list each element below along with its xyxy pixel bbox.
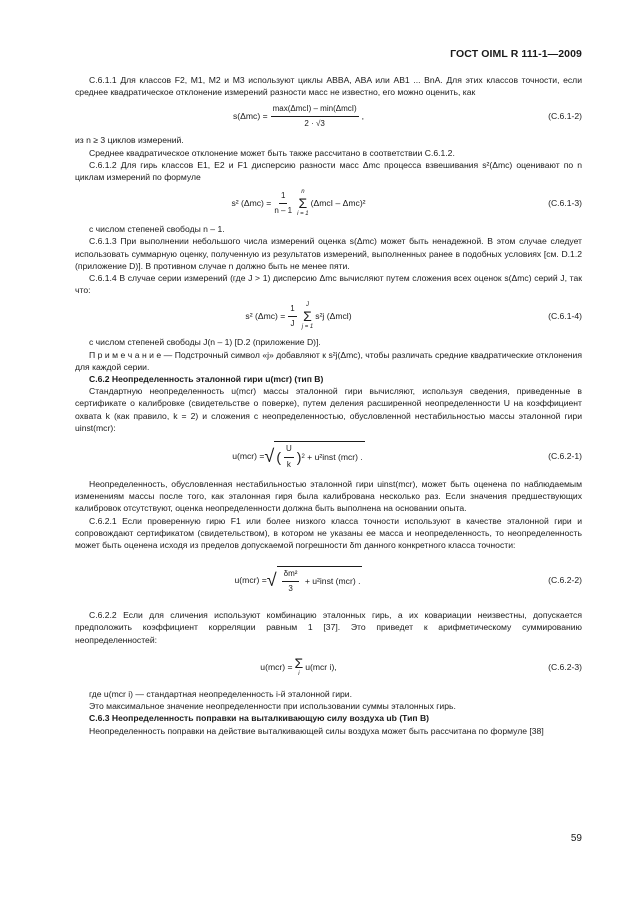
eq-c613-denominator: n – 1 bbox=[274, 205, 293, 215]
eq-c621-sqrt: √ ( $\frac{U}{k}$ ) 2 + u²inst (mcr) . bbox=[264, 441, 364, 470]
eq-c614-numerator: 1 bbox=[288, 303, 296, 317]
eq-c622-lhs: u(mcr) = bbox=[234, 575, 267, 586]
paragraph-c613: С.6.1.3 При выполнении небольшого числа измерений оценка s(Δmc) может быть ненадежной. В этом случае следует использовать суммарную оценку, полученную из результатов измерений, выполненных ранее в подобных условиях [см. D.1.2 (приложение D)]. В противном случае n должно быть не менее пяти. bbox=[75, 236, 582, 271]
eq-c614-sum: J Σ j = 1 bbox=[301, 302, 314, 331]
equation-c621 bbox=[75, 434, 582, 478]
equation-c613 bbox=[75, 183, 582, 223]
eq-c622-number: (C.6.2-2) bbox=[548, 575, 582, 586]
equation-c612 bbox=[75, 98, 582, 134]
note-paragraph: П р и м е ч а н и е — Подстрочный символ «j» добавляют к s²j(Δmc), чтобы различать средние квадратические отклонения для каждой серии. bbox=[75, 349, 582, 372]
paragraph-c621: С.6.2.1 Если проверенную гирю F1 или более низкого класса точности используют в качестве эталонной гири и сопровождают сертификатом (свидетельством), в котором не указаны ее масса и неопределенность, то неопределенность может быть оценена исходя из пределов допускаемой погрешности δm данного конкретного класса точности: bbox=[75, 515, 582, 551]
document-body bbox=[75, 74, 582, 737]
eq-c613-sum: n Σ i = 1 bbox=[297, 189, 309, 218]
eq-c612-lhs: s(Δmc) = bbox=[232, 111, 268, 122]
eq-c621-tail: + u²inst (mcr) . bbox=[307, 451, 363, 462]
paragraph-instability: Неопределенность, обусловленная нестабильностью эталонной гири uinst(mcr), может быть оценена по наблюдаемым изменениям массы после того, как эталонная гиря была калибрована несколько раз. Если значения предшествующих калибровок отсутствуют, оценка неопределенности должна быть выполнена на основании опыта. bbox=[75, 479, 582, 514]
paragraph-c614: С.6.1.4 В случае серии измерений (где J > 1) дисперсию Δmc вычисляют путем сложения всех оценок s(Δmc) серий J, так что: bbox=[75, 273, 582, 296]
heading-c63: С.6.3 Неопределенность поправки на выталкивающую силу воздуха ub (Тип В) bbox=[89, 713, 430, 724]
eq-c623-body: u(mcr i), bbox=[305, 661, 337, 672]
paragraph-degrees-of-freedom-series: с числом степеней свободы J(n – 1) [D.2 (приложение D)]. bbox=[89, 337, 321, 348]
eq-c621-numerator: U bbox=[284, 443, 294, 457]
eq-c613-number: (C.6.1-3) bbox=[548, 198, 582, 209]
paragraph-c622: С.6.2.2 Если для сличения используют комбинацию эталонных гирь, а их ковариации неизвестны, допускается предположить коэффициент корреляции равным 1 [37]. Это приведет к арифметическому суммированию неопределенностей: bbox=[75, 610, 582, 645]
equation-c614 bbox=[75, 296, 582, 336]
eq-c622-sqrt: √ $\frac{\text{δm²}}{3}$ + u²inst (mcr) . bbox=[267, 566, 363, 595]
standard-header: ГОСТ OIML R 111-1—2009 bbox=[450, 48, 582, 60]
paragraph-alternative: Среднее квадратическое отклонение может быть также рассчитано в соответствии С.6.1.2. bbox=[89, 147, 455, 158]
eq-c622-numerator: δm² bbox=[282, 568, 300, 582]
eq-c623-number: (C.6.2-3) bbox=[548, 661, 582, 672]
paragraph-cycles: из n ≥ 3 циклов измерений. bbox=[75, 135, 184, 146]
eq-c614-body: s²j (Δmcl) bbox=[315, 311, 352, 322]
eq-c621-denominator: k bbox=[286, 459, 291, 469]
paragraph-c62: Стандартную неопределенность u(mcr) массы эталонной гири вычисляют, используя сведения, приведенные в сертификате о калибровке (свидетельстве о поверке), путем деления расширенной неопределенности U на коэффициент охвата k (как правило, k = 2) и сложения с неопределенностью, обусловленной нестабильностью массы эталонной гири uinst(mcr): bbox=[75, 386, 582, 433]
paragraph-where: где u(mcr i) — стандартная неопределенность i-й эталонной гири. bbox=[89, 688, 352, 699]
paragraph-degrees-of-freedom: с числом степеней свободы n – 1. bbox=[89, 224, 225, 235]
eq-c612-number: (C.6.1-2) bbox=[548, 111, 582, 122]
paragraph-c611: С.6.1.1 Для классов F2, M1, M2 и M3 используют циклы ABBA, ABA или AB1 ... BnA. Для этих классов точности, если среднее квадратическое отклонение измерений разности масс не известно, его можно оценить, как bbox=[75, 75, 582, 98]
eq-c614-lhs: s² (Δmc) = bbox=[245, 311, 286, 322]
eq-c613-body: (ΔmcI – Δmc)² bbox=[310, 198, 366, 209]
eq-c623-lhs: u(mcr) = bbox=[260, 661, 293, 672]
eq-c612-numerator: max(ΔmcI) – min(ΔmcI) bbox=[271, 103, 359, 117]
eq-c612-tail: , bbox=[361, 111, 365, 122]
eq-c613-numerator: 1 bbox=[279, 190, 287, 204]
eq-c622-denominator: 3 bbox=[288, 583, 293, 593]
page-number: 59 bbox=[570, 833, 582, 844]
paragraph-maximum: Это максимальное значение неопределенности при использовании суммы эталонных гирь. bbox=[89, 701, 456, 712]
equation-c622 bbox=[75, 551, 582, 609]
eq-c614-denominator: J bbox=[290, 318, 295, 328]
eq-c621-lhs: u(mcr) = bbox=[232, 450, 265, 461]
eq-c623-sum: Σ i bbox=[294, 654, 304, 677]
eq-c614-number: (C.6.1-4) bbox=[548, 311, 582, 322]
heading-c62: С.6.2 Неопределенность эталонной гири u(mcr) (тип В) bbox=[89, 374, 324, 385]
paragraph-c63: Неопределенность поправки на действие выталкивающей силы воздуха может быть рассчитана по формуле [38] bbox=[89, 725, 544, 736]
eq-c613-lhs: s² (Δmc) = bbox=[231, 198, 272, 209]
equation-c623 bbox=[75, 646, 582, 688]
eq-c621-number: (C.6.2-1) bbox=[548, 450, 582, 461]
paragraph-c612: С.6.1.2 Для гирь классов E1, E2 и F1 дисперсию разности масс Δmc процесса взвешивания s²(Δmc) оценивают по n циклам измерений по формуле bbox=[75, 159, 582, 183]
eq-c622-tail: + u²inst (mcr) . bbox=[304, 576, 361, 587]
eq-c612-denominator: 2 · √3 bbox=[304, 118, 325, 128]
